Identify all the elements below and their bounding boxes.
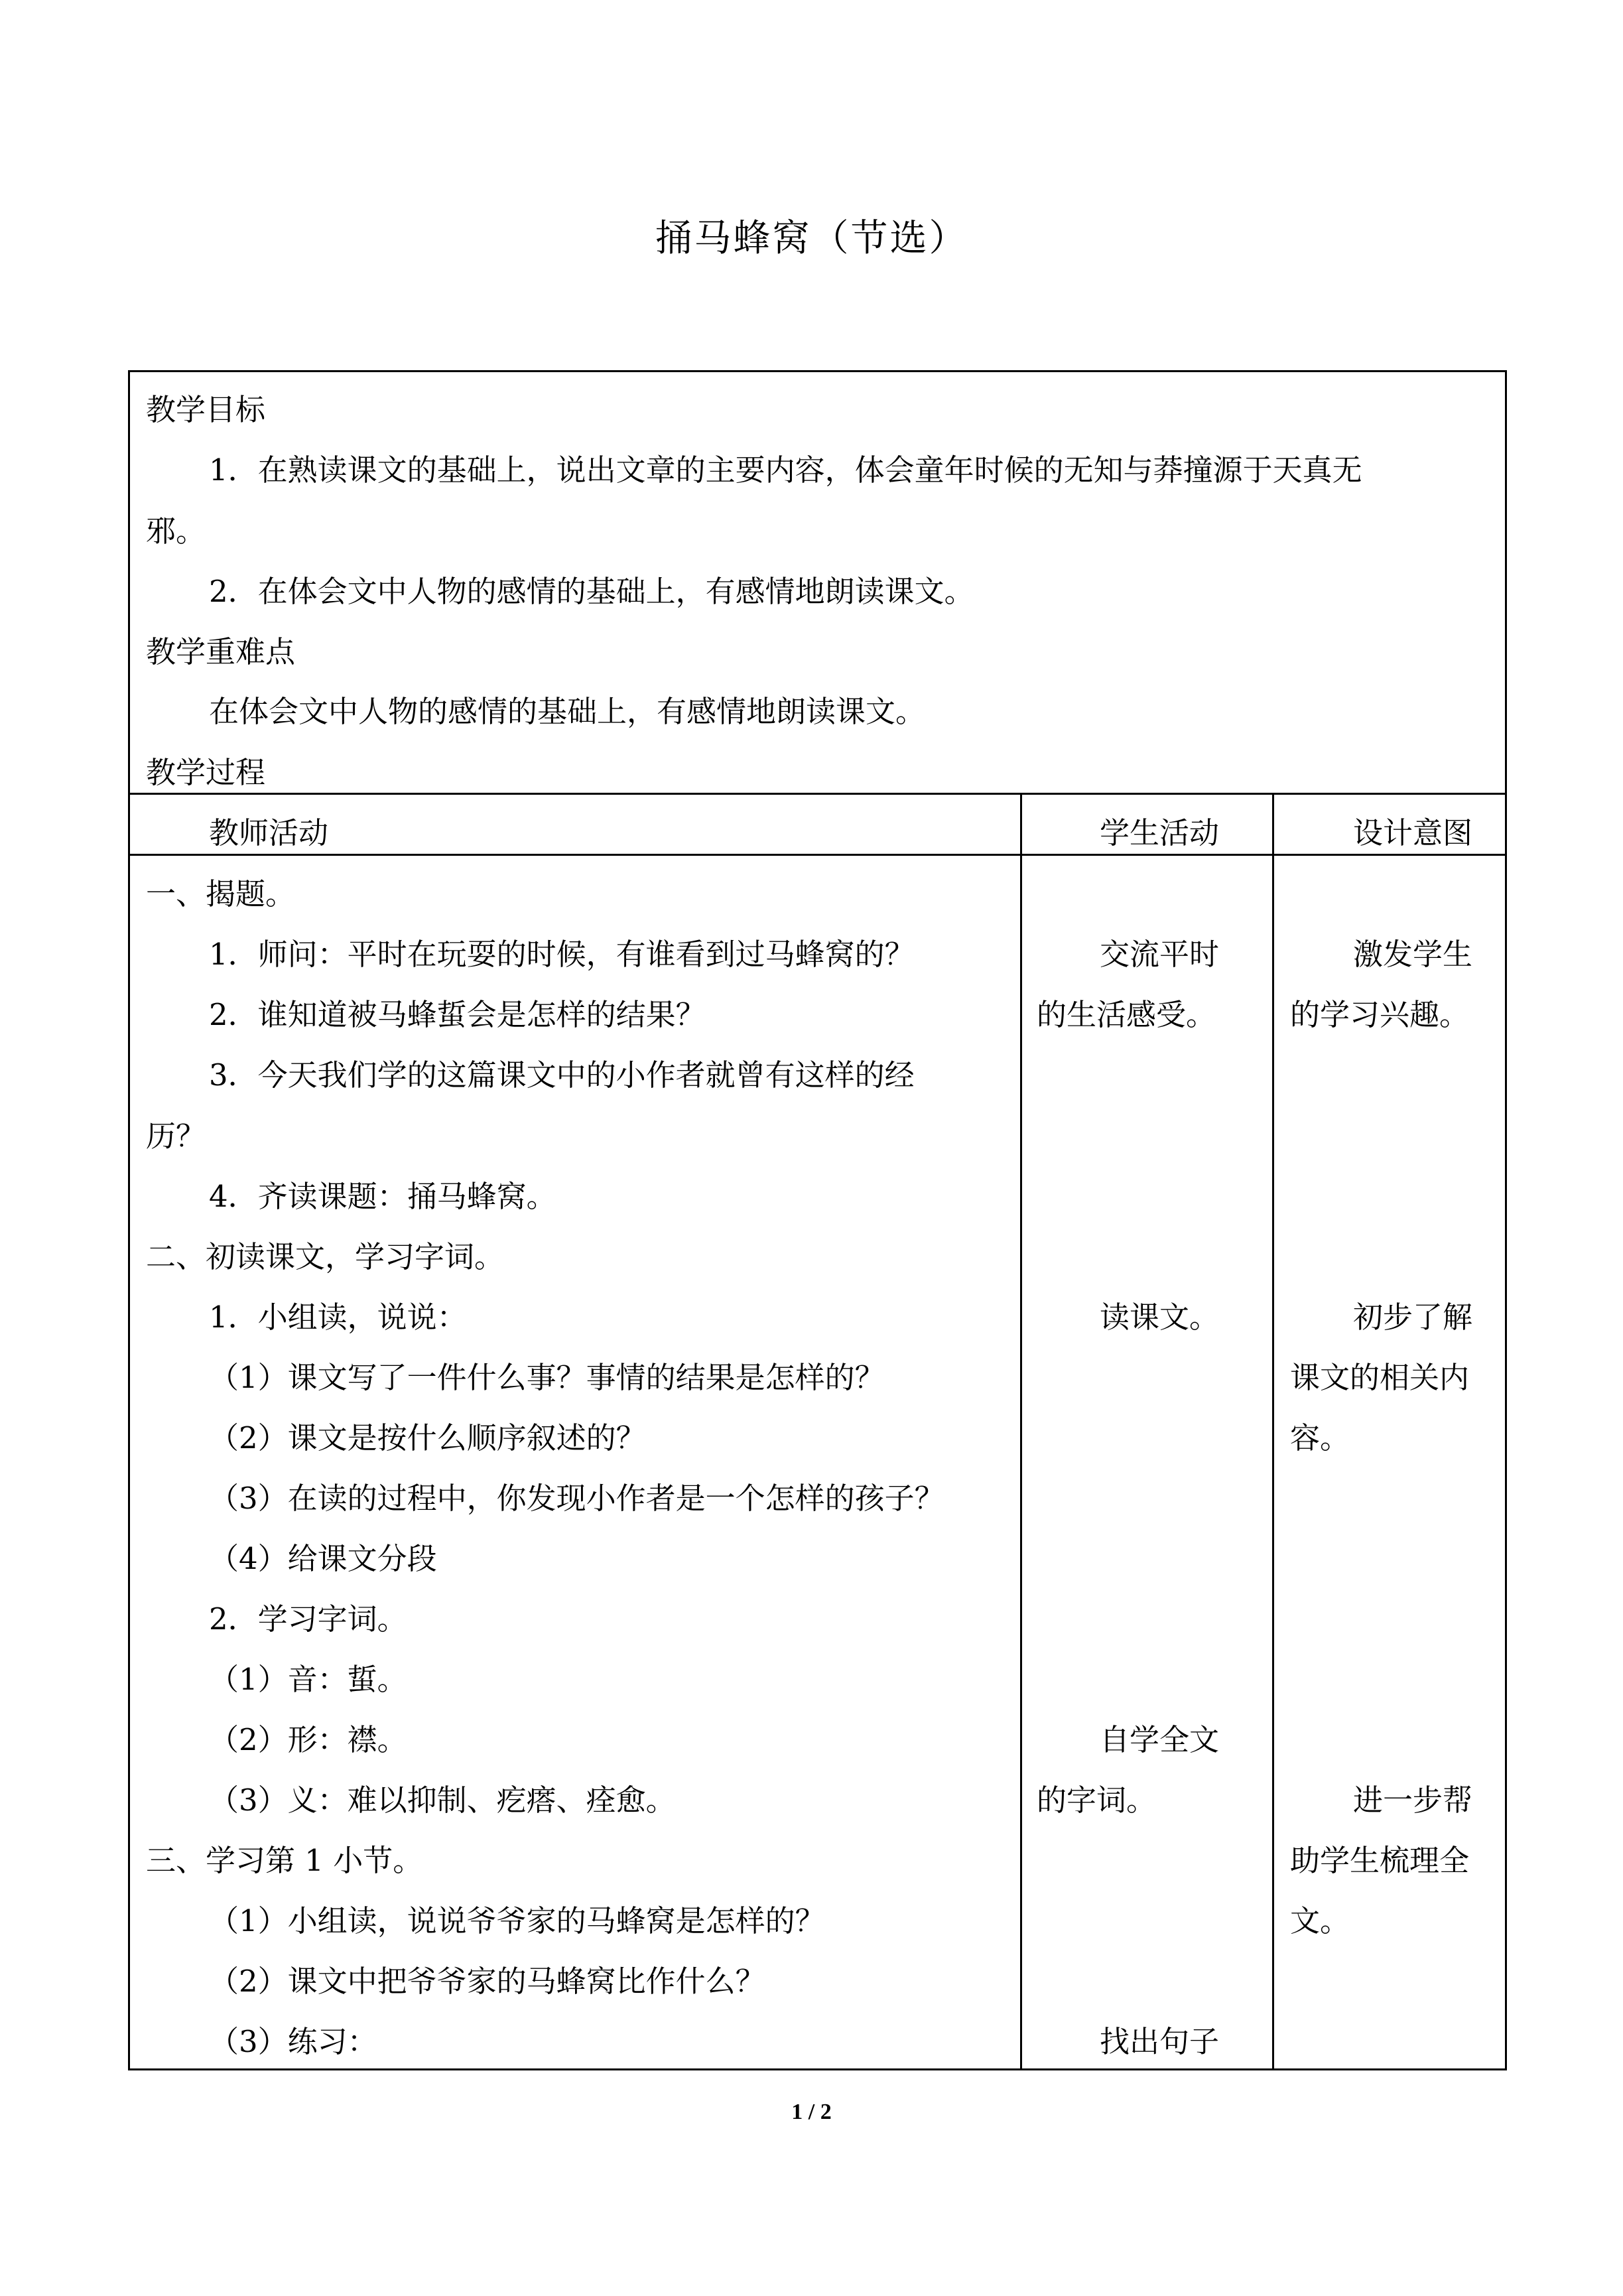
student-line: 交流平时 bbox=[1100, 937, 1220, 972]
table-divider-header-bottom bbox=[128, 854, 1507, 856]
teacher-line: 3．今天我们学的这篇课文中的小作者就曾有这样的经 bbox=[209, 1057, 915, 1093]
teacher-line: 历？ bbox=[146, 1118, 206, 1154]
goals-heading: 教学目标 bbox=[146, 392, 266, 427]
design-line: 容。 bbox=[1290, 1420, 1350, 1455]
teacher-line: （2）形：襟。 bbox=[209, 1722, 407, 1757]
design-line: 进一步帮 bbox=[1353, 1783, 1473, 1818]
student-line: 读课文。 bbox=[1100, 1300, 1220, 1335]
teacher-line: （3）练习： bbox=[209, 2024, 377, 2059]
teacher-line: 三、学习第 1 小节。 bbox=[146, 1843, 423, 1878]
teacher-line: （2）课文是按什么顺序叙述的？ bbox=[209, 1420, 646, 1455]
column-divider-teacher-student bbox=[1020, 793, 1022, 2070]
design-line: 课文的相关内 bbox=[1290, 1360, 1470, 1395]
header-teacher-activity: 教师活动 bbox=[209, 815, 329, 850]
design-line: 文。 bbox=[1290, 1903, 1350, 1938]
teacher-line: （4）给课文分段 bbox=[209, 1541, 437, 1576]
goal-1-line-1: 1．在熟读课文的基础上，说出文章的主要内容，体会童年时候的无知与莽撞源于天真无 bbox=[209, 452, 1362, 488]
document-title: 捅马蜂窝（节选） bbox=[655, 217, 968, 260]
teacher-line: （1）小组读，说说爷爷家的马蜂窝是怎样的？ bbox=[209, 1903, 825, 1938]
student-line: 的生活感受。 bbox=[1037, 997, 1216, 1032]
teacher-line: 2．学习字词。 bbox=[209, 1601, 407, 1637]
teacher-line: （1）音：蜇。 bbox=[209, 1662, 407, 1697]
teacher-line: （2）课文中把爷爷家的马蜂窝比作什么？ bbox=[209, 1964, 765, 1999]
header-student-activity: 学生活动 bbox=[1100, 815, 1220, 850]
key-points-text: 在体会文中人物的感情的基础上，有感情地朗读课文。 bbox=[209, 694, 926, 729]
process-heading: 教学过程 bbox=[146, 755, 266, 790]
design-line: 初步了解 bbox=[1353, 1300, 1473, 1335]
student-line: 自学全文 bbox=[1100, 1722, 1220, 1757]
column-divider-student-design bbox=[1272, 793, 1274, 2070]
design-line: 助学生梳理全 bbox=[1290, 1843, 1470, 1878]
teacher-line: （3）义：难以抑制、疙瘩、痊愈。 bbox=[209, 1783, 676, 1818]
header-design-intent: 设计意图 bbox=[1353, 815, 1473, 850]
key-points-heading: 教学重难点 bbox=[146, 634, 296, 669]
teacher-line: 4．齐读课题：捅马蜂窝。 bbox=[209, 1179, 556, 1214]
student-line: 找出句子 bbox=[1100, 2024, 1220, 2059]
teacher-line: 一、揭题。 bbox=[146, 876, 296, 912]
teacher-line: 1．小组读，说说： bbox=[209, 1300, 467, 1335]
design-line: 激发学生 bbox=[1353, 937, 1473, 972]
student-line: 的字词。 bbox=[1037, 1783, 1157, 1818]
teacher-line: （3）在读的过程中，你发现小作者是一个怎样的孩子？ bbox=[209, 1481, 944, 1516]
teacher-line: 1．师问：平时在玩耍的时候，有谁看到过马蜂窝的？ bbox=[209, 937, 915, 972]
teacher-line: 2．谁知道被马蜂蜇会是怎样的结果？ bbox=[209, 997, 706, 1032]
teacher-line: 二、初读课文，学习字词。 bbox=[146, 1239, 505, 1274]
table-divider-header-top bbox=[128, 793, 1507, 795]
teacher-line: （1）课文写了一件什么事？事情的结果是怎样的？ bbox=[209, 1360, 885, 1395]
design-line: 的学习兴趣。 bbox=[1290, 997, 1470, 1032]
goal-2: 2．在体会文中人物的感情的基础上，有感情地朗读课文。 bbox=[209, 574, 974, 609]
goal-1-line-2: 邪。 bbox=[146, 513, 206, 549]
page-number: 1 / 2 bbox=[791, 2100, 832, 2124]
